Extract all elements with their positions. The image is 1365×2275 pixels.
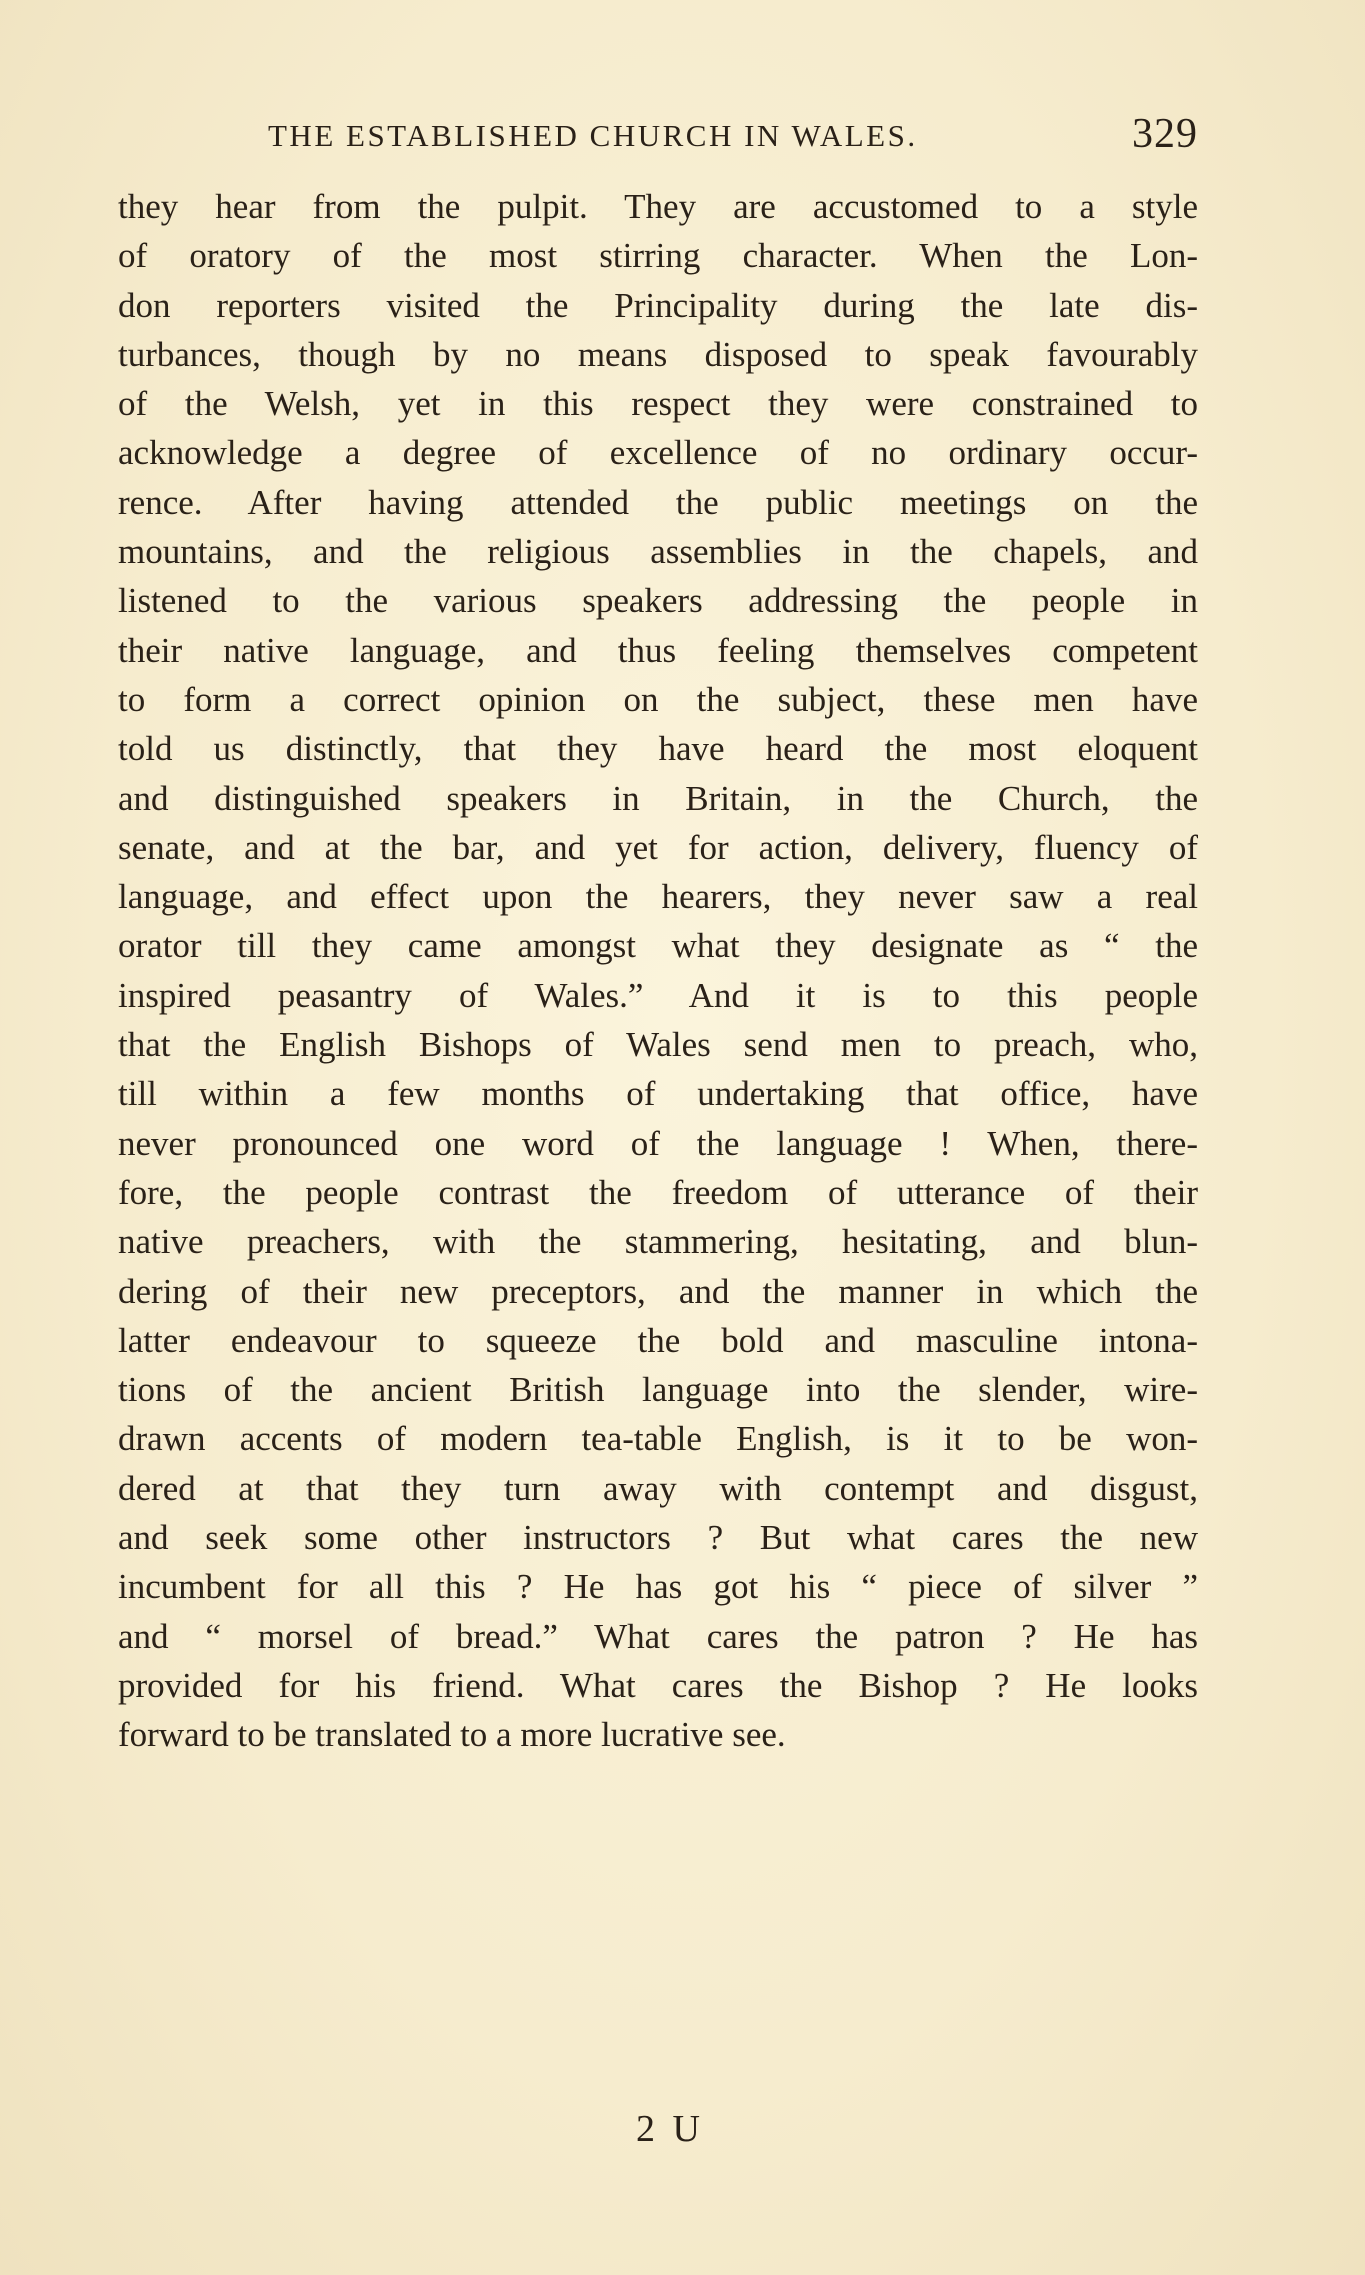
text-line: till within a few months of undertaking that office, have: [118, 1074, 1198, 1114]
text-line: that the English Bishops of Wales send men to preach, who,: [118, 1025, 1198, 1065]
text-line: and distinguished speakers in Britain, in the Church, the: [118, 778, 1198, 818]
text-line: their native language, and thus feeling themselves competent: [118, 630, 1198, 670]
text-line: language, and effect upon the hearers, they never saw a real: [118, 877, 1198, 917]
text-line: inspired peasantry of Wales.” And it is to this people: [118, 975, 1198, 1015]
text-line: rence. After having attended the public meetings on the: [118, 482, 1198, 522]
signature-mark: 2 U: [636, 2108, 704, 2150]
text-line: never pronounced one word of the language ! When, there-: [118, 1123, 1198, 1163]
text-line: orator till they came amongst what they designate as “ the: [118, 926, 1198, 966]
text-line: native preachers, with the stammering, hesitating, and blun-: [118, 1222, 1198, 1262]
text-line: provided for his friend. What cares the Bishop ? He looks: [118, 1665, 1198, 1705]
text-line: tions of the ancient British language into the slender, wire-: [118, 1370, 1198, 1410]
text-line: fore, the people contrast the freedom of utterance of their: [118, 1172, 1198, 1212]
page-number: 329: [1132, 111, 1198, 157]
text-line: acknowledge a degree of excellence of no ordinary occur-: [118, 433, 1198, 473]
text-line: listened to the various speakers addressing the people in: [118, 581, 1198, 621]
text-line: latter endeavour to squeeze the bold and masculine intona-: [118, 1320, 1198, 1360]
running-title: THE ESTABLISHED CHURCH IN WALES.: [268, 118, 918, 153]
text-line: of oratory of the most stirring character. When the Lon-: [118, 236, 1198, 276]
text-line: drawn accents of modern tea-table English, is it to be won-: [118, 1419, 1198, 1459]
text-line: to form a correct opinion on the subject, these men have: [118, 679, 1198, 719]
text-line: mountains, and the religious assemblies in the chapels, and: [118, 532, 1198, 572]
body-text: [118, 182, 1198, 1760]
text-line: turbances, though by no means disposed to speak favourably: [118, 334, 1198, 374]
text-line: they hear from the pulpit. They are accustomed to a style: [118, 187, 1198, 226]
text-line: dered at that they turn away with contempt and disgust,: [118, 1468, 1198, 1508]
text-line: don reporters visited the Principality during the late dis-: [118, 285, 1198, 325]
text-line: of the Welsh, yet in this respect they were constrained to: [118, 384, 1198, 424]
text-line: told us distinctly, that they have heard the most eloquent: [118, 729, 1198, 769]
text-line: senate, and at the bar, and yet for action, delivery, fluency of: [118, 827, 1198, 867]
running-head: [118, 110, 1198, 170]
text-line: dering of their new preceptors, and the manner in which the: [118, 1271, 1198, 1311]
text-line-last: forward to be translated to a more lucrative see.: [118, 1715, 786, 1755]
text-line: incumbent for all this ? He has got his “ piece of silver ”: [118, 1567, 1198, 1607]
text-line: and “ morsel of bread.” What cares the patron ? He has: [118, 1616, 1198, 1656]
text-line: and seek some other instructors ? But what cares the new: [118, 1518, 1198, 1558]
